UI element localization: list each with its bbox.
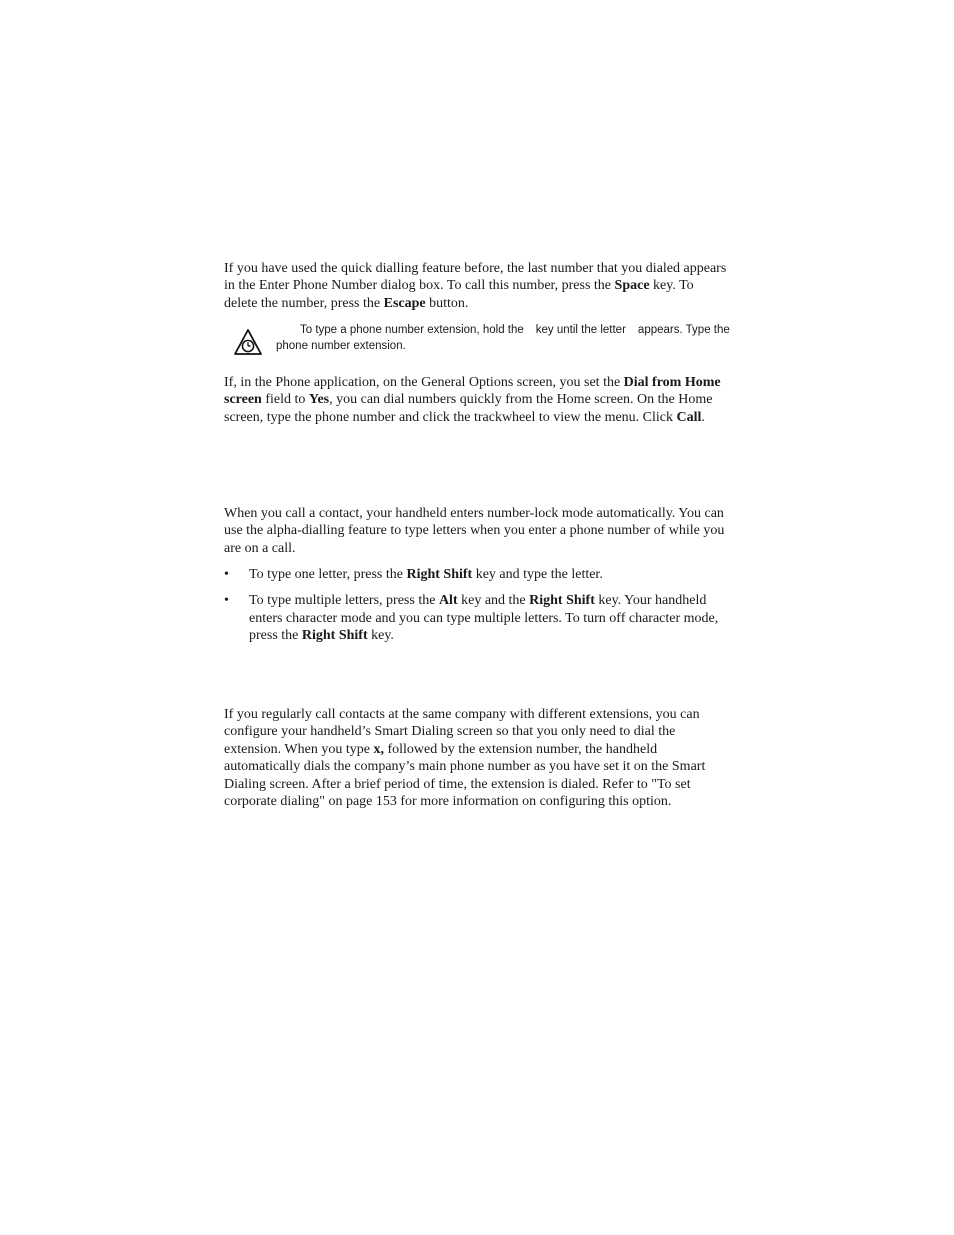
text-run: If you regularly call contacts at the same company with different extensions, you can configure your handheld’s Smart Dialing screen so that you only need to dial the extension. When you type xyxy=(224,707,700,757)
bullet-marker: • xyxy=(224,567,229,582)
text-run: key. xyxy=(367,628,394,644)
menu-item-call: Call xyxy=(676,409,702,425)
text-run: , you can dial numbers quickly from the Home screen. On the Home screen, type the phone number and click the trackwheel to view the menu. Click xyxy=(224,392,713,425)
corporate-dialing-paragraph xyxy=(224,706,730,810)
text-run: key until the letter xyxy=(535,324,626,336)
text-run: If, in the Phone application, on the General Options screen, you set the xyxy=(224,375,624,390)
text-run: If you have used the quick dialling feature before, the last number that you dialed appears in the Enter Phone Number dialog box. To call this number, press the xyxy=(224,261,727,294)
text-run: field to xyxy=(261,392,309,408)
text-run: key. To delete the number, press the xyxy=(224,278,694,311)
text-run: followed by the extension number, the handheld automatically dials the company’s main phone number as you have set it on the Smart Dialing screen. After a brief period of time, the extension is dialed. Refer to "To set corporate dialing" on page 153 for more information on configuring this option. xyxy=(224,741,706,810)
list-item xyxy=(224,566,730,583)
text-run: button. xyxy=(425,295,469,311)
dial-from-home-paragraph xyxy=(224,374,730,426)
alpha-dialling-paragraph: When you call a contact, your handheld enters number-lock mode automatically. You can use the alpha-dialling feature to type letters when you enter a phone number of while you are on a call. xyxy=(224,506,725,556)
field-name-dial-from-home: Dial from Home screen xyxy=(224,375,721,408)
bullet-marker: • xyxy=(224,593,229,609)
value-yes: Yes xyxy=(308,392,330,408)
alpha-dialling-list xyxy=(224,566,730,654)
list-item xyxy=(224,592,730,644)
key-name-right-shift: Right Shift xyxy=(301,628,368,644)
text-run: . xyxy=(701,409,705,425)
text-run: appears. Type the phone number extension. xyxy=(276,324,730,352)
key-name-escape: Escape xyxy=(383,295,426,311)
key-name-right-shift: Right Shift xyxy=(529,593,595,609)
tip-note-text xyxy=(276,323,732,354)
text-run: To type one letter, press the xyxy=(249,567,407,582)
text-run: To type multiple letters, press the xyxy=(249,593,439,609)
text-run: To type a phone number extension, hold the xyxy=(300,324,524,336)
quick-dialling-paragraph xyxy=(224,260,730,312)
text-run: key and the xyxy=(457,593,530,609)
key-name-right-shift: Right Shift xyxy=(406,567,473,582)
key-name-space: Space xyxy=(614,278,650,294)
tip-note xyxy=(234,323,734,357)
key-name-alt: Alt xyxy=(438,593,458,609)
text-run: key and type the letter. xyxy=(472,567,603,582)
text-run: key. Your handheld enters character mode and you can type multiple letters. To turn off character mode, press the xyxy=(249,593,719,644)
key-name-x: x, xyxy=(373,741,384,757)
clock-icon xyxy=(234,329,262,355)
